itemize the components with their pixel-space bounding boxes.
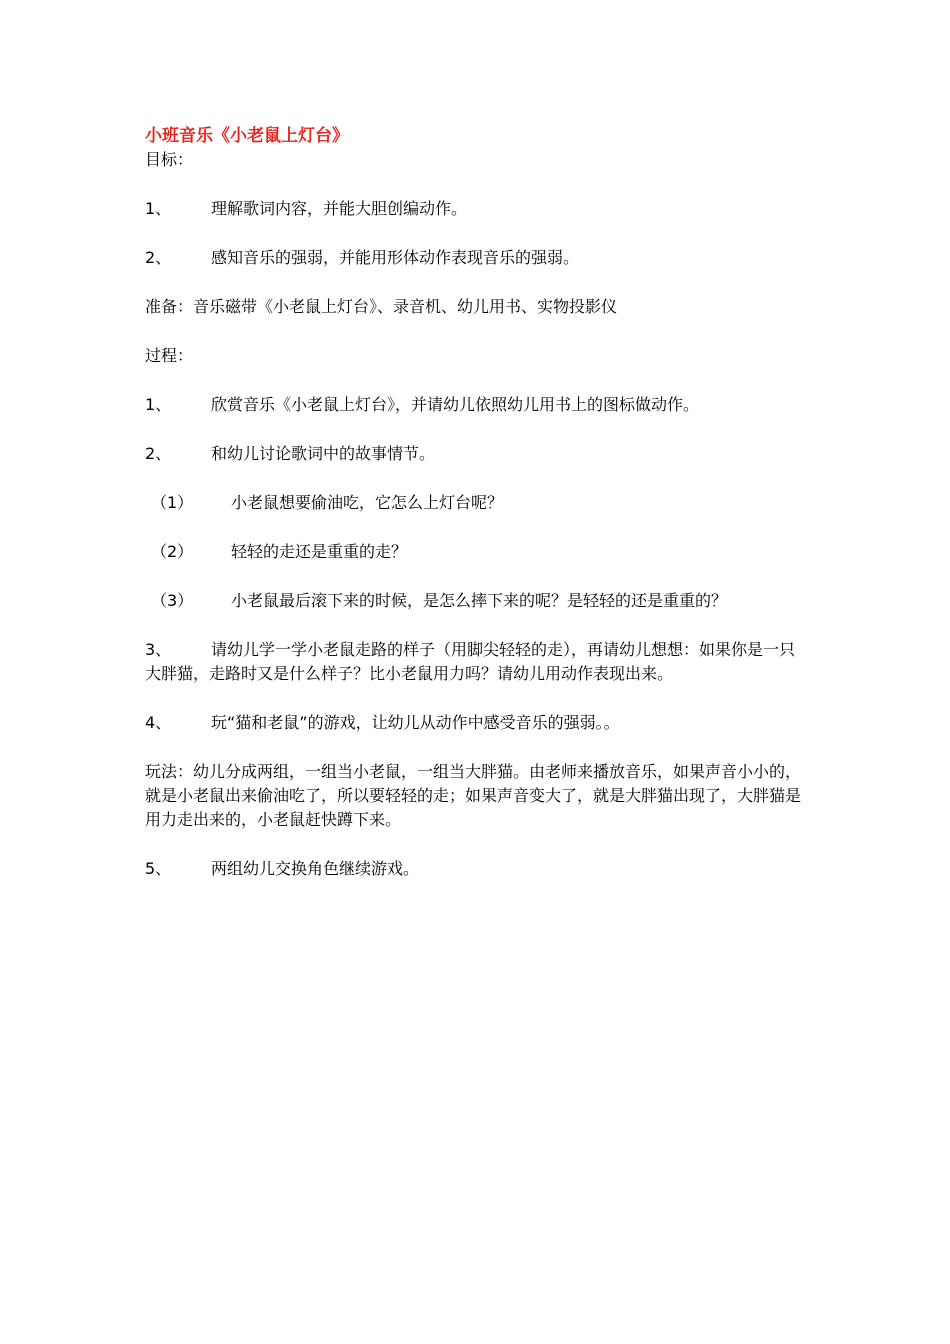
question-item-3 xyxy=(145,589,810,613)
question-text: 小老鼠想要偷油吃，它怎么上灯台呢？ xyxy=(231,493,504,512)
step-text: 玩“猫和老鼠”的游戏，让幼儿从动作中感受音乐的强弱。。 xyxy=(211,713,620,732)
step-item-3 xyxy=(145,638,810,686)
preparation: 准备：音乐磁带《小老鼠上灯台》、录音机、幼儿用书、实物投影仪 xyxy=(145,297,618,316)
step-item-1 xyxy=(145,393,810,417)
step-text: 两组幼儿交换角色继续游戏。 xyxy=(211,859,420,878)
step-number: 5、 xyxy=(145,859,172,878)
document-page xyxy=(145,124,810,881)
step-item-2 xyxy=(145,442,810,466)
step-number: 1、 xyxy=(145,395,172,414)
step-number: 4、 xyxy=(145,713,172,732)
goal-number: 2、 xyxy=(145,248,172,267)
question-item-2 xyxy=(145,540,810,564)
step-item-5 xyxy=(145,857,810,881)
question-item-1 xyxy=(145,491,810,515)
goals-label: 目标： xyxy=(145,150,194,169)
goal-number: 1、 xyxy=(145,199,172,218)
goal-item-1 xyxy=(145,197,810,221)
question-text: 小老鼠最后滚下来的时候，是怎么摔下来的呢？是轻轻的还是重重的？ xyxy=(231,591,728,610)
goal-text: 感知音乐的强弱，并能用形体动作表现音乐的强弱。 xyxy=(211,248,580,267)
goal-item-2 xyxy=(145,246,810,270)
play-instructions: 玩法：幼儿分成两组，一组当小老鼠，一组当大胖猫。由老师来播放音乐，如果声音小小的，就是小老鼠出来偷油吃了，所以要轻轻的走；如果声音变大了，就是大胖猫出现了，大胖猫是用力走出来的，小老鼠赶快蹲下来。 xyxy=(145,762,802,829)
step-text: 欣赏音乐《小老鼠上灯台》，并请幼儿依照幼儿用书上的图标做动作。 xyxy=(211,395,700,414)
step-text: 和幼儿讨论歌词中的故事情节。 xyxy=(211,444,436,463)
step-number: 2、 xyxy=(145,444,172,463)
step-number: 3、 xyxy=(145,640,172,659)
question-number: （1） xyxy=(151,493,194,512)
process-label: 过程： xyxy=(145,346,194,365)
question-number: （3） xyxy=(151,591,194,610)
step-item-4 xyxy=(145,711,810,735)
document-title: 小班音乐《小老鼠上灯台》 xyxy=(145,126,349,146)
question-text: 轻轻的走还是重重的走？ xyxy=(231,542,408,561)
goal-text: 理解歌词内容，并能大胆创编动作。 xyxy=(211,199,468,218)
question-number: （2） xyxy=(151,542,194,561)
step-text: 请幼儿学一学小老鼠走路的样子（用脚尖轻轻的走），再请幼儿想想：如果你是一只大胖猫，走路时又是什么样子？比小老鼠用力吗？请幼儿用动作表现出来。 xyxy=(145,640,796,683)
